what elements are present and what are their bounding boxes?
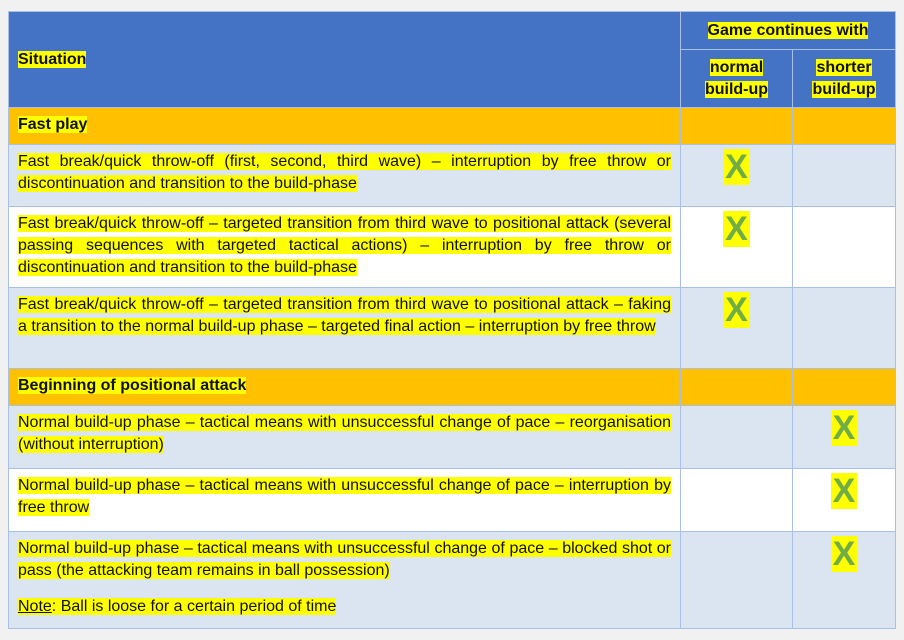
- section-empty-cell: [681, 369, 793, 406]
- normal-buildup-cell: [681, 532, 793, 629]
- check-x-mark: X: [725, 148, 748, 186]
- shorter-buildup-cell: [793, 406, 896, 469]
- header-shorter-cell: [793, 50, 896, 108]
- check-x-mark: X: [725, 210, 748, 248]
- header-game-continues-label: Game continues with: [707, 21, 869, 39]
- check-x-mark: X: [725, 291, 748, 329]
- section-row-fast-play: [9, 108, 896, 145]
- situation-text: Fast break/quick throw-off (first, second, third wave) – interruption by free throw or discontinuation and transition to the build-phase: [18, 153, 671, 192]
- shorter-buildup-cell: [793, 288, 896, 369]
- shorter-buildup-cell: [793, 532, 896, 629]
- shorter-buildup-cell: [793, 469, 896, 532]
- situation-cell: [9, 406, 681, 469]
- situation-table: [8, 11, 896, 629]
- header-normal-cell: [681, 50, 793, 108]
- section-title-cell: [9, 108, 681, 145]
- situation-text: Fast break/quick throw-off – targeted transition from third wave to positional attack (several passing sequences with targeted tactical actions) – interruption by free throw or discontinuation and transition to the build-phase: [18, 215, 671, 276]
- note-label: Note: [18, 598, 52, 615]
- table-row: [9, 532, 896, 629]
- normal-buildup-cell: [681, 406, 793, 469]
- section-empty-cell: [793, 108, 896, 145]
- section-empty-cell: [793, 369, 896, 406]
- note-line: [18, 596, 671, 618]
- header-shorter-label-1: shorter: [816, 58, 872, 76]
- section-row-positional-attack: [9, 369, 896, 406]
- situation-cell: [9, 207, 681, 288]
- check-x-mark: X: [832, 409, 856, 447]
- situation-text: Normal build-up phase – tactical means with unsuccessful change of pace – interruption by free throw: [18, 477, 671, 516]
- note-text: : Ball is loose for a certain period of time: [51, 598, 337, 615]
- section-empty-cell: [681, 108, 793, 145]
- document-page: [8, 11, 895, 629]
- normal-buildup-cell: [681, 469, 793, 532]
- situation-cell: [9, 288, 681, 369]
- situation-text: Fast break/quick throw-off – targeted transition from third wave to positional attack – faking a transition to the normal build-up phase – targeted final action – interruption by free throw: [18, 296, 671, 335]
- normal-buildup-cell: [681, 288, 793, 369]
- header-game-continues-cell: [681, 12, 896, 50]
- situation-text: Normal build-up phase – tactical means with unsuccessful change of pace – reorganisation (without interruption): [18, 414, 671, 453]
- header-shorter-label-2: build-up: [812, 80, 876, 98]
- check-x-mark: X: [832, 535, 856, 573]
- table-row: [9, 145, 896, 207]
- situation-text: Normal build-up phase – tactical means with unsuccessful change of pace – blocked shot or pass (the attacking team remains in ball possession): [18, 540, 671, 579]
- note-wrap: [18, 598, 336, 615]
- header-normal-label-2: build-up: [704, 80, 769, 98]
- table-row: [9, 406, 896, 469]
- header-row-top: [9, 12, 896, 50]
- header-normal-label-1: normal: [709, 58, 764, 76]
- table-row: [9, 469, 896, 532]
- table-row: [9, 207, 896, 288]
- normal-buildup-cell: [681, 145, 793, 207]
- section-title: Beginning of positional attack: [18, 377, 247, 394]
- shorter-buildup-cell: [793, 207, 896, 288]
- situation-cell: [9, 532, 681, 629]
- shorter-buildup-cell: [793, 145, 896, 207]
- header-situation-cell: [9, 12, 681, 108]
- situation-cell: [9, 145, 681, 207]
- section-title-cell: [9, 369, 681, 406]
- normal-buildup-cell: [681, 207, 793, 288]
- table-row: [9, 288, 896, 369]
- situation-cell: [9, 469, 681, 532]
- section-title: Fast play: [18, 116, 88, 133]
- check-x-mark: X: [832, 472, 856, 510]
- header-situation-label: Situation: [18, 50, 87, 68]
